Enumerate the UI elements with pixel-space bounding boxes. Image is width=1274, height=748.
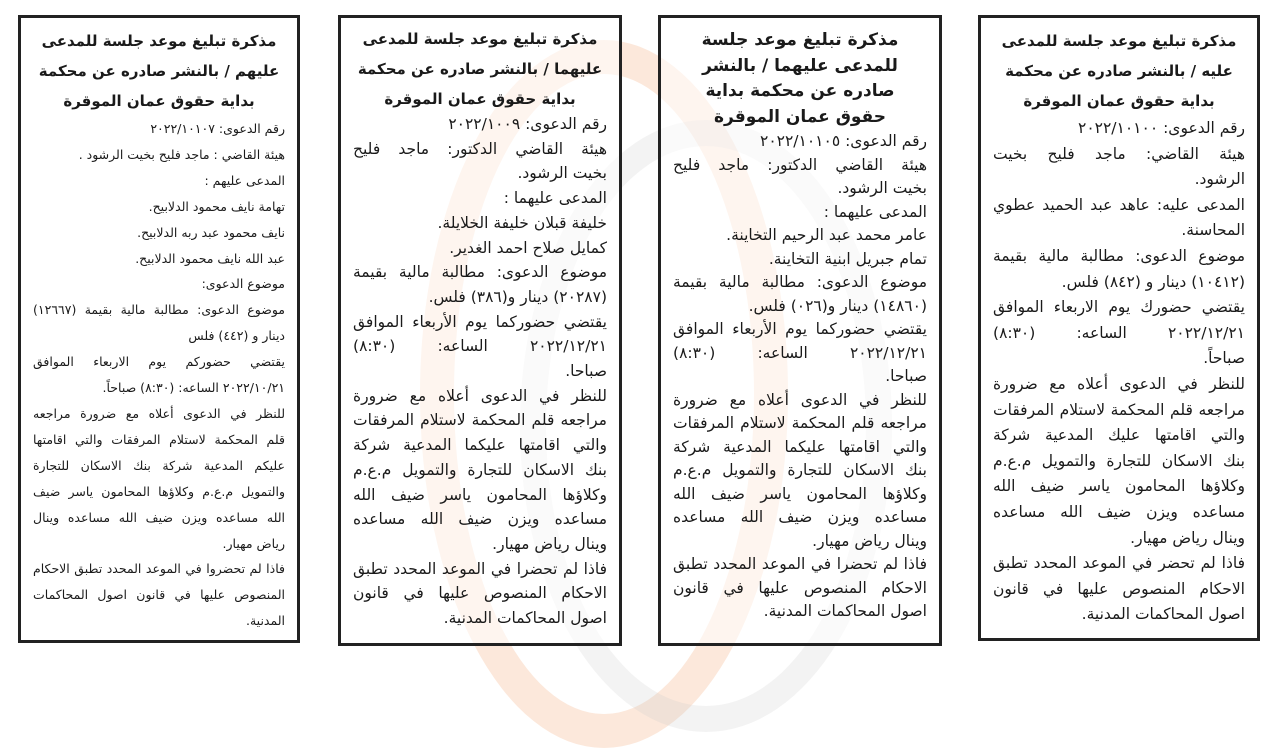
body-line: ٢٠٢٢/١٢/٢١ الساعه: (٨:٣٠) xyxy=(673,343,927,362)
body-line: (١٠٤١٢) دينار و (٨٤٢) فلس. xyxy=(1061,272,1245,291)
notice-title xyxy=(993,26,1245,116)
body-line: تمام جبريل ابنية التخاينة. xyxy=(768,249,927,268)
body-line: (٢٠٢٨٧) دينار و(٣٨٦) فلس. xyxy=(428,287,607,306)
body-line: بخيت الرشود. xyxy=(517,164,607,183)
notice-box xyxy=(18,15,300,643)
body-line: فاذا لم تحضروا في الموعد المحدد تطبق الاحكام xyxy=(33,561,285,577)
body-line: موضوع الدعوى: مطالبة مالية بقيمة (١٢٦٦٧) xyxy=(33,302,285,318)
body-line: اصول المحاكمات المدنية. xyxy=(1081,605,1245,624)
body-line: وكلاؤها المحامون ياسر ضيف الله xyxy=(353,485,607,504)
body-line: مساعده ويزن ضيف الله مساعده xyxy=(993,502,1245,521)
body-line: والتي اقامتها عليكما المدعية شركة xyxy=(353,436,607,455)
body-line: المدعى عليهما : xyxy=(503,189,607,208)
body-line: موضوع الدعوى: مطالبة مالية بقيمة xyxy=(673,273,927,291)
body-line: المدعى عليهم : xyxy=(204,172,285,188)
body-line: دينار و (٤٤٢) فلس xyxy=(188,328,285,344)
body-line: للنظر في الدعوى أعلاه مع ضرورة مراجعه xyxy=(33,405,285,421)
title-line: بداية حقوق عمان الموقرة xyxy=(384,90,576,108)
body-line: فاذا لم تحضرا في الموعد المحدد تطبق xyxy=(673,555,927,573)
body-line: المدعى عليهما : xyxy=(823,202,927,221)
body-line: رقم الدعوى: ٢٠٢٢/١٠١٠٠ xyxy=(1078,119,1245,137)
body-line: تهامة نايف محمود الدلابيح. xyxy=(148,198,285,214)
body-line: ٢٠٢٢/١٢/٢١ الساعه: (٨:٣٠) xyxy=(353,337,607,356)
body-line: اصول المحاكمات المدنية. xyxy=(443,609,607,628)
body-line: المدعى عليه: عاهد عبد الحميد عطوي xyxy=(993,195,1245,214)
body-line: المنصوص عليها في قانون اصول المحاكمات xyxy=(33,587,285,603)
body-line: مراجعه قلم المحكمة لاستلام المرفقات xyxy=(353,411,607,430)
body-line: موضوع الدعوى: مطالبة مالية بقيمة xyxy=(993,246,1245,265)
notice-title xyxy=(353,24,607,114)
notice-box xyxy=(338,15,622,646)
body-line: مراجعه قلم المحكمة لاستلام المرفقات xyxy=(993,400,1245,419)
body-line: فاذا لم تحضرا في الموعد المحدد تطبق xyxy=(353,559,607,578)
body-line: عليكم المدعية شركة بنك الاسكان للتجارة xyxy=(33,457,285,473)
body-line: ٢٠٢٢/١٢/٢١ الساعه: (٨:٣٠) xyxy=(993,323,1245,342)
body-line: صباحاً. xyxy=(1203,349,1245,368)
body-line: الاحكام المنصوص عليها في قانون xyxy=(353,584,607,603)
notice-box xyxy=(978,15,1260,641)
notice-body xyxy=(993,116,1245,628)
body-line: والتي اقامتها عليك المدعية شركة xyxy=(993,426,1245,445)
body-line: فاذا لم تحضر في الموعد المحدد تطبق xyxy=(993,554,1245,573)
body-line: يقتضي حضوركم يوم الاربعاء الموافق xyxy=(33,354,285,370)
body-line: الاحكام المنصوص عليها في قانون xyxy=(993,579,1245,598)
body-line: صباحا. xyxy=(885,367,927,385)
title-line: عليهم / بالنشر صادره عن محكمة xyxy=(38,62,280,80)
body-line: قلم المحكمة لاستلام المرفقات والتي اقامتها xyxy=(33,431,285,447)
title-line: مذكرة تبليغ موعد جلسة للمدعى xyxy=(362,30,598,48)
body-line: رقم الدعوى: ٢٠٢٢/١٠١٠٥ xyxy=(760,132,927,150)
body-line: صباحا. xyxy=(565,362,607,381)
body-line: هيئة القاضي الدكتور: ماجد فليح xyxy=(353,139,607,158)
body-line: بنك الاسكان للتجارة والتمويل م.ع.م xyxy=(353,460,607,479)
title-line: حقوق عمان الموقرة xyxy=(713,106,887,127)
notice-body xyxy=(673,130,927,624)
notice-body xyxy=(33,116,285,634)
body-line: وينال رياض مهيار. xyxy=(812,531,927,550)
body-line: الرشود. xyxy=(1194,170,1245,189)
body-line: والتي اقامتها عليكما المدعية شركة xyxy=(673,437,927,456)
body-line: كمايل صلاح احمد الغدير. xyxy=(449,238,607,257)
notice-box xyxy=(658,15,942,646)
notice-title xyxy=(673,28,927,130)
body-line: للنظر في الدعوى أعلاه مع ضرورة xyxy=(353,386,607,405)
body-line: هيئة القاضي : ماجد فليح بخيت الرشود . xyxy=(78,146,285,162)
body-line: يقتضي حضوركما يوم الأربعاء الموافق xyxy=(353,312,607,331)
body-line: عامر محمد عبد الرحيم التخاينة. xyxy=(726,226,927,244)
title-line: بداية حقوق عمان الموقرة xyxy=(63,92,255,110)
body-line: هيئة القاضي: ماجد فليح بخيت xyxy=(993,144,1245,163)
body-line: والتمويل م.ع.م وكلاؤها المحامون ياسر ضيف xyxy=(33,483,285,499)
body-line: للنظر في الدعوى أعلاه مع ضرورة xyxy=(673,390,927,409)
title-line: مذكرة تبليغ موعد جلسة xyxy=(701,30,899,50)
body-line: رقم الدعوى: ٢٠٢٢/١٠١٠٧ xyxy=(150,121,285,136)
body-line: يقتضي حضورك يوم الاربعاء الموافق xyxy=(993,298,1245,317)
body-line: بخيت الرشود. xyxy=(837,179,927,197)
title-line: عليهما / بالنشر صادره عن محكمة xyxy=(357,60,603,78)
body-line: (١٤٨٦٠) دينار و(٠٢٦) فلس. xyxy=(748,296,927,315)
body-line: وينال رياض مهيار. xyxy=(492,534,607,553)
body-line: المحاسنة. xyxy=(1181,221,1245,240)
title-line: مذكرة تبليغ موعد جلسة للمدعى xyxy=(1001,32,1237,50)
title-line: صادره عن محكمة بداية xyxy=(705,81,895,101)
body-line: وينال رياض مهيار. xyxy=(1130,528,1245,547)
body-line: مساعده ويزن ضيف الله مساعده xyxy=(673,508,927,526)
title-line: بداية حقوق عمان الموقرة xyxy=(1023,92,1215,110)
body-line: اصول المحاكمات المدنية. xyxy=(763,602,927,620)
body-line: وكلاؤها المحامون ياسر ضيف الله xyxy=(673,484,927,503)
body-line: موضوع الدعوى: xyxy=(201,276,285,292)
title-line: عليه / بالنشر صادره عن محكمة xyxy=(1005,62,1233,80)
body-line: عبد الله نايف محمود الدلابيح. xyxy=(135,250,285,266)
notice-body xyxy=(353,112,607,631)
body-line: مراجعه قلم المحكمة لاستلام المرفقات xyxy=(673,414,927,432)
title-line: مذكرة تبليغ موعد جلسة للمدعى xyxy=(41,32,277,50)
body-line: وكلاؤها المحامون ياسر ضيف الله xyxy=(993,477,1245,496)
body-line: الله مساعده ويزن ضيف الله مساعده وينال xyxy=(33,509,285,525)
body-line: رقم الدعوى: ٢٠٢٢/١٠٠٩ xyxy=(448,115,607,133)
body-line: بنك الاسكان للتجارة والتمويل م.ع.م xyxy=(993,451,1245,470)
body-line: المدنية. xyxy=(246,613,285,629)
body-line: ٢٠٢٢/١٠/٢١ الساعه: (٨:٣٠) صباحاً. xyxy=(102,380,285,396)
body-line: يقتضي حضوركما يوم الأربعاء الموافق xyxy=(673,320,927,338)
body-line: خليفة قبلان خليفة الخلايلة. xyxy=(437,213,607,232)
body-line: رياض مهيار. xyxy=(222,535,285,551)
title-line: للمدعى عليهما / بالنشر xyxy=(702,55,898,76)
body-line: موضوع الدعوى: مطالبة مالية بقيمة xyxy=(353,263,607,282)
body-line: نايف محمود عبد ربه الدلابيح. xyxy=(137,224,285,240)
body-line: للنظر في الدعوى أعلاه مع ضرورة xyxy=(993,374,1245,393)
notice-title xyxy=(33,26,285,116)
body-line: الاحكام المنصوص عليها في قانون xyxy=(673,578,927,597)
body-line: بنك الاسكان للتجارة والتمويل م.ع.م xyxy=(673,461,927,479)
body-line: مساعده ويزن ضيف الله مساعده xyxy=(353,510,607,529)
body-line: هيئة القاضي الدكتور: ماجد فليح xyxy=(673,155,927,174)
